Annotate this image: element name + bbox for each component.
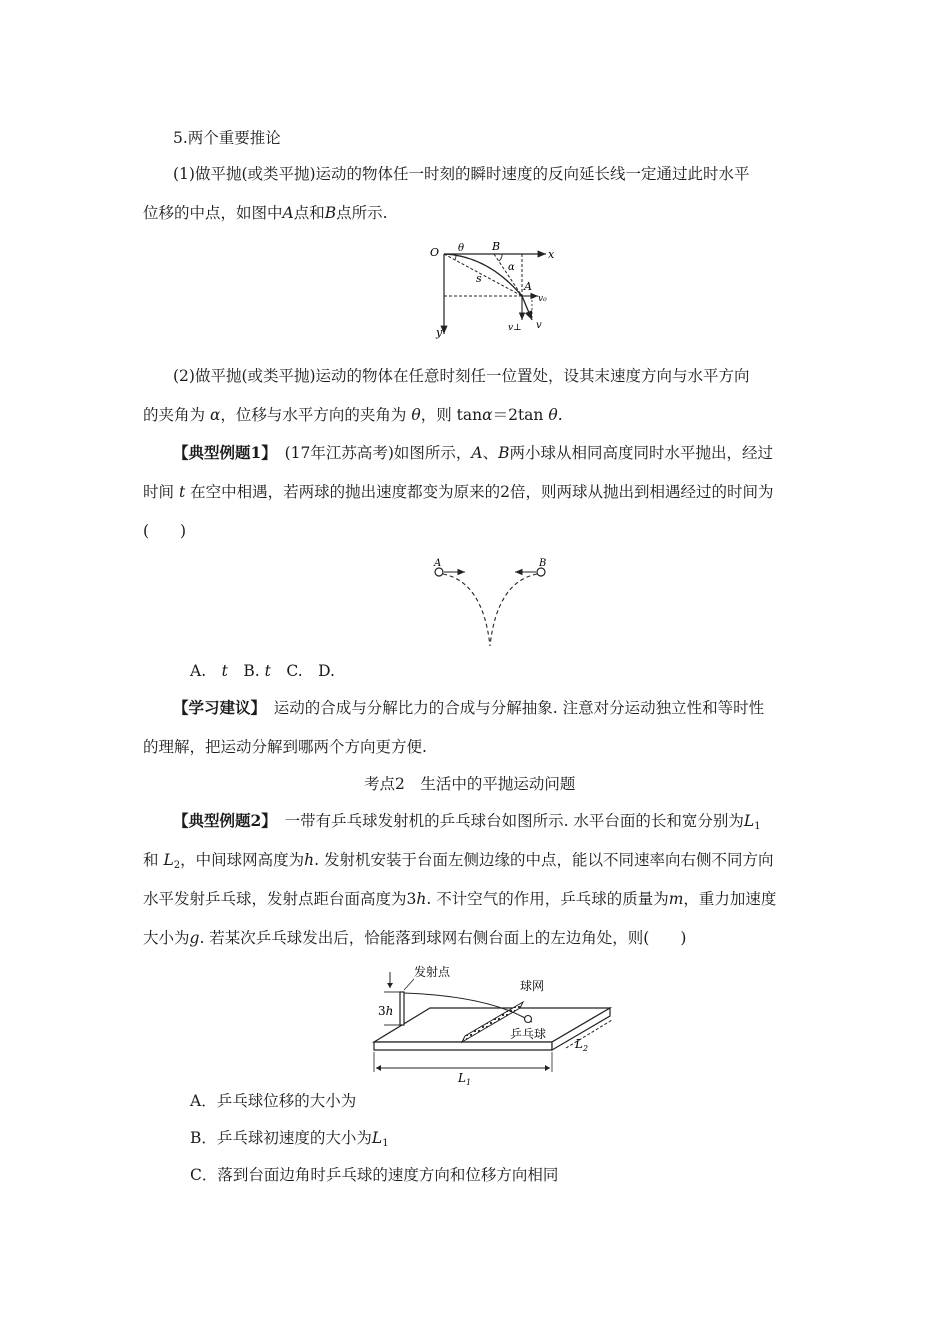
launch-point-label: 发射点 [414,965,451,979]
example-1-line-1: 【典型例题1】 (17年江苏高考)如图所示，A、B两小球从相同高度同时水平抛出，经过 [173,443,774,462]
label-x: x [548,248,555,261]
advice-line-1: 【学习建议】 运动的合成与分解比力的合成与分解抽象. 注意对分运动独立性和等时性 [173,698,765,717]
label-o: O [430,246,440,259]
label-y: y [436,326,443,339]
example-2-line-4: 大小为g. 若某次乒乓球发出后，恰能落到球网右侧台面上的左边角处，则( ) [143,929,687,947]
width-label: $L_2$ [575,1037,589,1053]
example-1-line-3: ( ) [143,522,187,540]
paragraph-2-line-1: (2)做平抛(或类平抛)运动的物体在任意时刻任一位置处，设其末速度方向与水平方向 [173,367,750,385]
ball-a-label: A [434,558,442,569]
example-2-line-1: 【典型例题2】 一带有乒乓球发射机的乒乓球台如图所示. 水平台面的长和宽分别为$L_1$ [173,811,761,832]
label-v: v [536,320,542,331]
projectile-inference-diagram [428,240,568,340]
ping-pong-table-diagram [370,962,630,1087]
advice-line-2: 的理解，把运动分解到哪两个方向更方便. [143,738,427,756]
label-b: B [492,240,501,253]
example-1-options: A. t B. t C. D. [190,662,335,680]
two-balls-diagram [427,556,557,648]
example-2-option-b: B．乒乓球初速度的大小为$L_1$ [190,1129,389,1149]
example-2-option-a: A．乒乓球位移的大小为 [190,1092,357,1110]
label-theta: θ [458,243,465,254]
paragraph-1-line-1: (1)做平抛(或类平抛)运动的物体任一时刻的瞬时速度的反向延长线一定通过此时水平 [173,165,750,183]
height-label: 3h [378,1004,394,1018]
example-2-line-2: 和 $L_2$，中间球网高度为h. 发射机安装于台面左侧边缘的中点，能以不同速率向右侧不同方向 [143,851,774,871]
topic-2-title: 考点2 生活中的平抛运动问题 [364,775,576,793]
example-2-line-3: 水平发射乒乓球，发射点距台面高度为3h. 不计空气的作用，乒乓球的质量为m，重力加速度 [143,890,777,908]
example-1-line-2: 时间 t 在空中相遇，若两球的抛出速度都变为原来的2倍，则两球从抛出到相遇经过的时间为 [143,483,774,501]
label-v0: v₀ [538,294,547,304]
length-label: $L_1$ [458,1071,472,1087]
paragraph-2-line-2: 的夹角为 α，位移与水平方向的夹角为 θ，则 tanα＝2tan θ. [143,406,563,424]
label-vperp: v⊥ [508,323,522,333]
label-s: s [476,272,482,285]
section-heading: 5.两个重要推论 [173,129,281,147]
ball-label: 乒乓球 [510,1027,547,1041]
ball-b-label: B [539,558,547,569]
label-alpha: α [508,262,515,273]
net-label: 球网 [520,979,545,993]
example-2-option-c: C．落到台面边角时乒乓球的速度方向和位移方向相同 [190,1166,559,1184]
paragraph-1-line-2: 位移的中点，如图中A点和B点所示. [143,204,388,222]
label-a: A [524,280,532,293]
